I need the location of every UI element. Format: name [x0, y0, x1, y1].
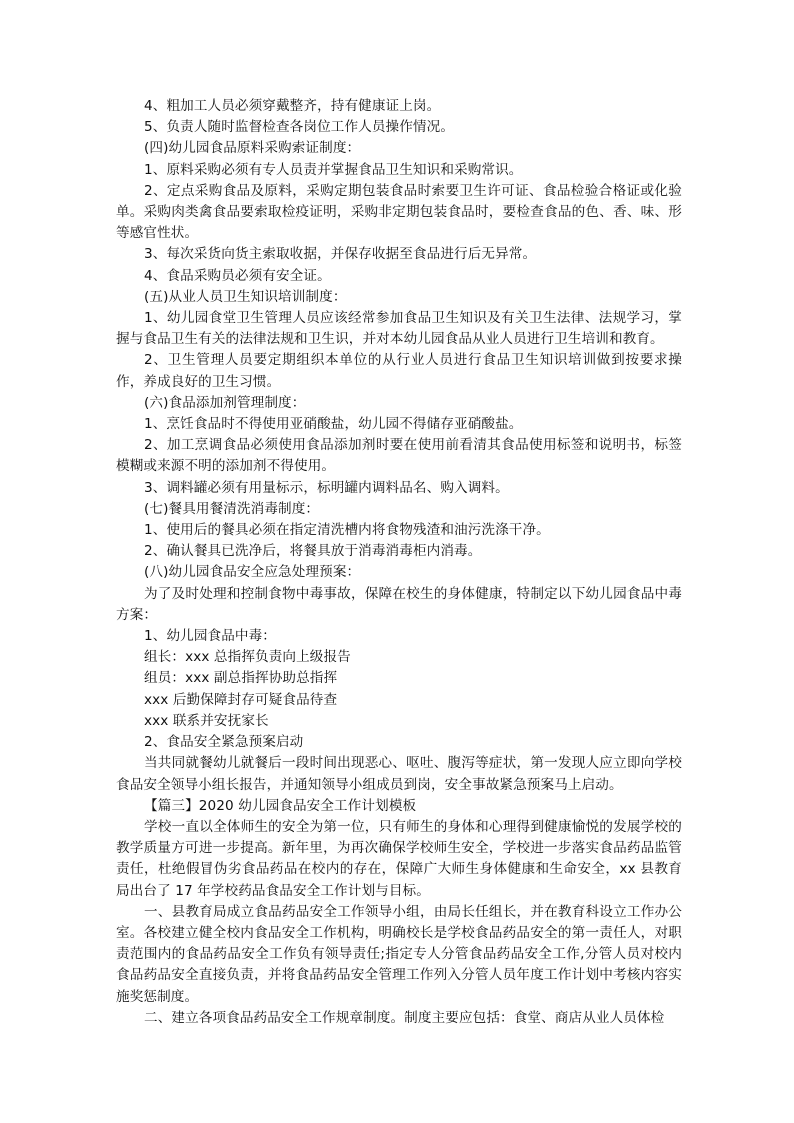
- article-title: 【篇三】2020 幼儿园食品安全工作计划模板: [144, 797, 417, 814]
- section-heading: (七)餐具用餐清洗消毒制度：: [144, 500, 320, 517]
- document-body: [116, 96, 682, 1029]
- section-heading: (八)幼儿园食品安全应急处理预案：: [144, 564, 361, 581]
- section-heading: (六)食品添加剂管理制度：: [144, 394, 306, 411]
- paragraph: 1、原料采购必须有专人员责并掌握食品卫生知识和采购常识。: [144, 161, 523, 178]
- paragraph: 2、食品安全紧急预案启动: [144, 734, 304, 751]
- paragraph: 3、调料罐必须有用量标示，标明罐内调料品名、购入调料。: [144, 479, 509, 496]
- paragraph: 为了及时处理和控制食物中毒事故，保障在校生的身体健康，特制定以下幼儿园食品中毒方案：: [116, 585, 682, 623]
- paragraph: 学校一直以全体师生的安全为第一位，只有师生的身体和心理得到健康愉悦的发展学校的教学质量方可进一步提高。新年里，为再次确保学校师生安全，学校进一步落实食品药品监管责任，杜绝假冒伪劣食品药品在校内的存在，保障广大师生身体健康和生命安全，xx 县教育局出台了 17 年学校药品食品安全工作计划与目标。: [116, 818, 682, 899]
- paragraph: 4、粗加工人员必须穿戴整齐，持有健康证上岗。: [144, 98, 441, 114]
- section-heading: (四)幼儿园食品原料采购索证制度：: [144, 140, 361, 157]
- paragraph: xxx 后勤保障封存可疑食品待查: [144, 691, 338, 708]
- paragraph: xxx 联系并安抚家长: [144, 712, 269, 729]
- paragraph: 2、确认餐具已洗净后，将餐具放于消毒消毒柜内消毒。: [144, 543, 482, 560]
- paragraph: 2、卫生管理人员要定期组织本单位的从行业人员进行食品卫生知识培训做到按要求操作，养成良好的卫生习惯。: [116, 352, 682, 390]
- paragraph: 5、负责人随时监督检查各岗位工作人员操作情况。: [144, 119, 455, 136]
- section-heading: (五)从业人员卫生知识培训制度：: [144, 288, 347, 305]
- paragraph: 组员：xxx 副总指挥协助总指挥: [144, 670, 338, 687]
- paragraph: 二、建立各项食品药品安全工作规章制度。制度主要应包括：食堂、商店从业人员体检: [144, 1009, 665, 1026]
- paragraph: 1、烹饪食品时不得使用亚硝酸盐，幼儿园不得储存亚硝酸盐。: [144, 416, 523, 433]
- paragraph: 3、每次采货向货主索取收据，并保存收据至食品进行后无异常。: [144, 246, 537, 263]
- paragraph: 1、幼儿园食堂卫生管理人员应该经常参加食品卫生知识及有关卫生法律、法规学习，掌握与食品卫生有关的法律法规和卫生识，并对本幼儿园食品从业人员进行卫生培训和教育。: [116, 310, 682, 348]
- paragraph: 当共同就餐幼儿就餐后一段时间出现恶心、呕吐、腹泻等症状，第一发现人应立即向学校食品安全领导小组长报告，并通知领导小组成员到岗，安全事故紧急预案马上启动。: [116, 755, 682, 793]
- paragraph: 2、加工烹调食品必须使用食品添加剂时要在使用前看清其食品使用标签和说明书，标签模糊或来源不明的添加剂不得使用。: [116, 437, 682, 475]
- paragraph: 2、定点采购食品及原料，采购定期包装食品时索要卫生许可证、食品检验合格证或化验单。采购肉类禽食品要索取检疫证明，采购非定期包装食品时，要检查食品的色、香、味、形等感官性状。: [116, 182, 682, 242]
- paragraph: 1、使用后的餐具必须在指定清洗槽内将食物残渣和油污洗涤干净。: [144, 522, 550, 539]
- paragraph: 4、食品采购员必须有安全证。: [144, 267, 331, 284]
- paragraph: 组长：xxx 总指挥负责向上级报告: [144, 649, 351, 666]
- paragraph: 一、县教育局成立食品药品安全工作领导小组，由局长任组长，并在教育科设立工作办公室。各校建立健全校内食品安全工作机构，明确校长是学校食品药品安全的第一责任人，对职责范围内的食品药品安全工作负有领导责任;指定专人分管食品药品安全工作,分管人员对校内食品药品安全直接负责，并将食品药品安全管理工作列入分管人员年度工作计划中考核内容实施奖惩制度。: [116, 903, 682, 1005]
- paragraph: 1、幼儿园食品中毒：: [144, 628, 276, 645]
